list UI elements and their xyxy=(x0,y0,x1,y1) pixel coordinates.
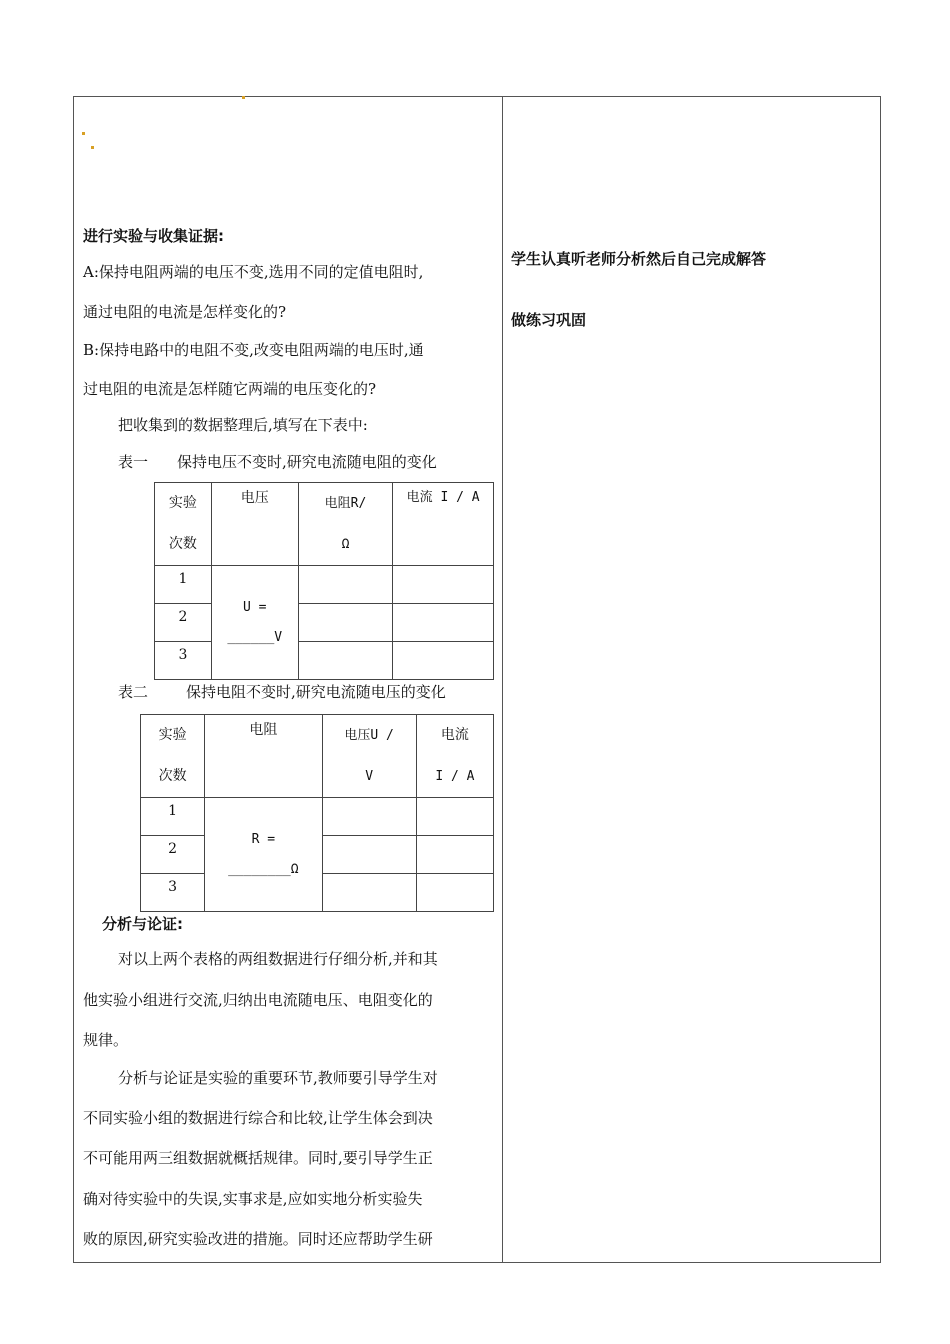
para1-line: 规律。 xyxy=(83,1031,129,1049)
table1-caption: 保持电压不变时,研究电流随电阻的变化 xyxy=(177,453,437,471)
line-a1: A:保持电阻两端的电压不变,选用不同的定值电阻时, xyxy=(83,263,424,281)
column-divider xyxy=(502,96,503,1263)
para2-line: 分析与论证是实验的重要环节,教师要引导学生对 xyxy=(118,1069,438,1087)
table1-row-index: 2 xyxy=(155,604,212,642)
table1-caption-label: 表一 xyxy=(118,453,149,471)
table2-header-current: 电流 I / A xyxy=(416,715,493,798)
table2-row-index: 3 xyxy=(141,874,205,912)
decor-dot xyxy=(91,146,94,149)
table2-header-trial: 实验 次数 xyxy=(141,715,205,798)
table1-cell xyxy=(393,642,494,680)
table2-cell xyxy=(322,836,416,874)
line-b1: B:保持电路中的电阻不变,改变电阻两端的电压时,通 xyxy=(83,341,424,359)
table1-cell xyxy=(393,566,494,604)
table1-voltage-value: U = ______V xyxy=(211,566,298,680)
table2-resistance-value: R = ________Ω xyxy=(205,798,322,912)
table1-header-current: 电流 I / A xyxy=(393,483,494,566)
table1-header-voltage: 电压 xyxy=(211,483,298,566)
table1-header-trial: 实验 次数 xyxy=(155,483,212,566)
para2-line: 败的原因,研究实验改进的措施。同时还应帮助学生研 xyxy=(83,1230,433,1248)
table2-row-index: 2 xyxy=(141,836,205,874)
para1-line: 对以上两个表格的两组数据进行仔细分析,并和其 xyxy=(118,950,438,968)
heading-experiment: 进行实验与收集证据: xyxy=(83,227,224,245)
table2-header-voltage: 电压U / V xyxy=(322,715,416,798)
student-activity-line1: 学生认真听老师分析然后自己完成解答 xyxy=(511,250,767,268)
table2-row-index: 1 xyxy=(141,798,205,836)
para2-line: 不可能用两三组数据就概括规律。同时,要引导学生正 xyxy=(83,1149,433,1167)
table2-cell xyxy=(322,798,416,836)
table1-cell xyxy=(298,604,393,642)
table2-caption: 保持电阻不变时,研究电流随电压的变化 xyxy=(186,683,446,701)
line-fill-instruction: 把收集到的数据整理后,填写在下表中: xyxy=(118,416,368,434)
student-activity-line2: 做练习巩固 xyxy=(511,311,587,329)
table1-row-index: 1 xyxy=(155,566,212,604)
table2-header-resistance: 电阻 xyxy=(205,715,322,798)
line-b2: 过电阻的电流是怎样随它两端的电压变化的? xyxy=(83,380,377,398)
table2-cell xyxy=(416,874,493,912)
heading-analysis: 分析与论证: xyxy=(102,915,183,933)
table2-cell xyxy=(322,874,416,912)
decor-dot xyxy=(82,132,85,135)
table-constant-voltage xyxy=(154,482,494,680)
table2-caption-label: 表二 xyxy=(118,683,149,701)
para1-line: 他实验小组进行交流,归纳出电流随电压、电阻变化的 xyxy=(83,991,433,1009)
table2-cell xyxy=(416,798,493,836)
table1-row-index: 3 xyxy=(155,642,212,680)
table2-cell xyxy=(416,836,493,874)
table-constant-resistance xyxy=(140,714,494,912)
table1-cell xyxy=(298,642,393,680)
line-a2: 通过电阻的电流是怎样变化的? xyxy=(83,303,287,321)
table1-cell xyxy=(298,566,393,604)
decor-dot xyxy=(242,96,245,99)
para2-line: 不同实验小组的数据进行综合和比较,让学生体会到决 xyxy=(83,1109,433,1127)
table1-cell xyxy=(393,604,494,642)
table1-header-resistance: 电阻R/ Ω xyxy=(298,483,393,566)
para2-line: 确对待实验中的失误,实事求是,应如实地分析实验失 xyxy=(83,1190,423,1208)
